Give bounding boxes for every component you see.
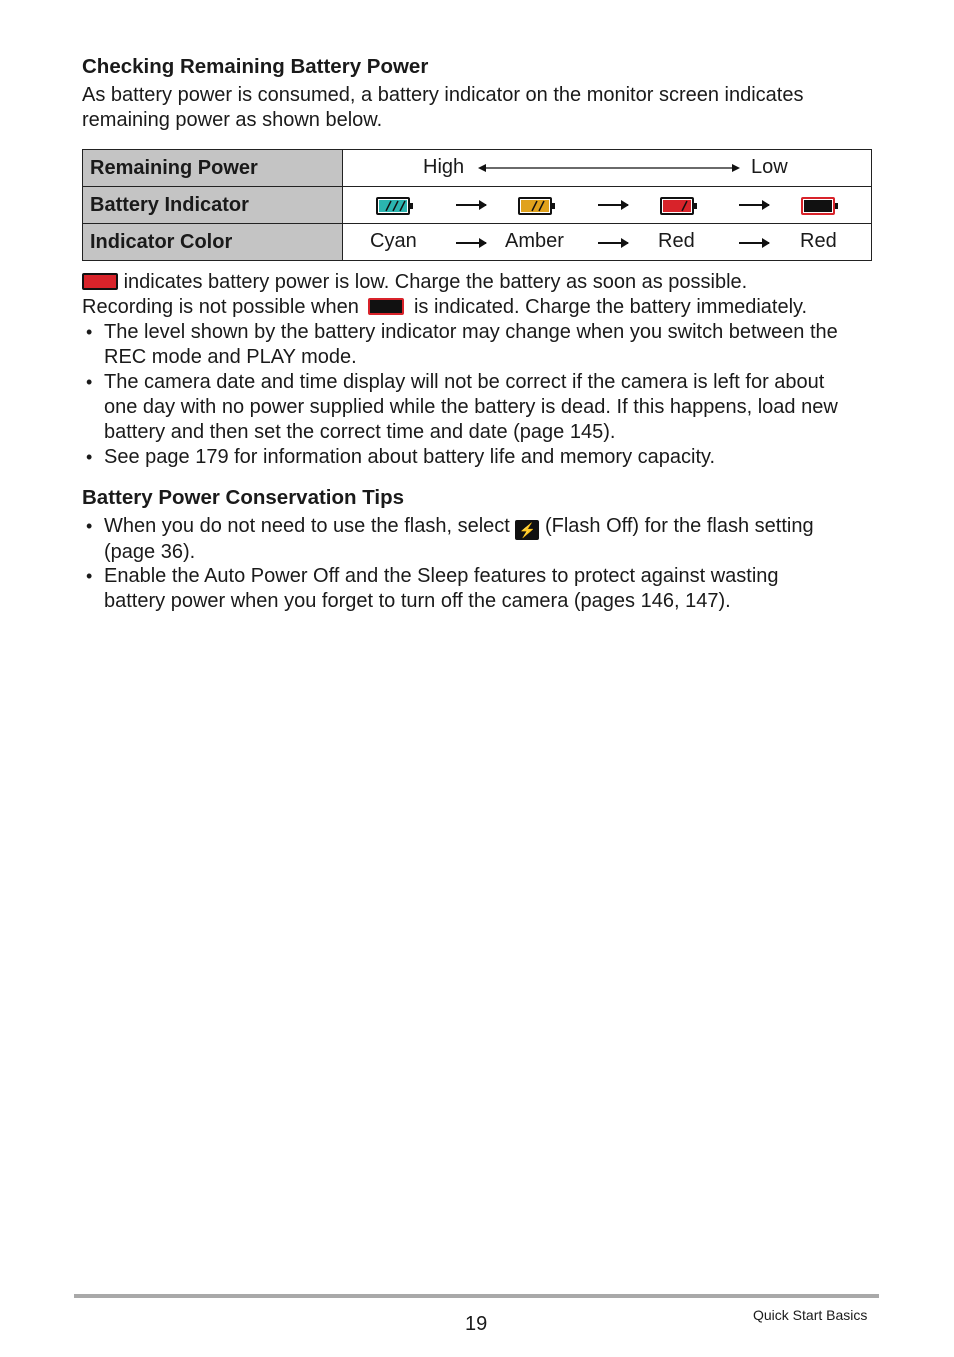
battery-empty-fill [803,199,833,213]
indicator-color-sequence [343,224,872,261]
color-label-red-2: Red [800,230,837,252]
arrow-right-icon [456,242,486,244]
intro-line-1: As battery power is consumed, a battery indicator on the monitor screen indicates [82,84,804,106]
recording-note [82,295,807,320]
low-battery-note [82,270,747,295]
battery-indicator-sequence [343,187,872,224]
bullet-1-line-2: REC mode and PLAY mode. [104,346,357,368]
battery-full-fill [378,199,408,213]
battery-full-icon [376,197,410,215]
bullet-marker: • [86,322,93,342]
battery-medium-fill [520,199,550,213]
battery-low-fill [662,199,692,213]
tip-item-2 [104,564,779,614]
table-row-battery-indicator [83,187,872,224]
bullet-marker: • [86,372,93,392]
bullet-marker: • [86,516,93,536]
arrow-right-icon [598,242,628,244]
color-label-red-1: Red [658,230,695,252]
footer-section-label: Quick Start Basics [753,1307,868,1323]
battery-table [82,149,872,261]
battery-empty-icon [801,197,835,215]
footer-rule [74,1294,879,1298]
bullet-marker: • [86,566,93,586]
high-low-double-arrow-icon [478,161,740,175]
bullet-marker: • [86,447,93,467]
color-label-amber: Amber [505,230,564,252]
battery-low-icon [660,197,694,215]
table-row-remaining-power [83,150,872,187]
color-label-cyan: Cyan [370,230,417,252]
tip-1-post: (Flash Off) for the flash setting [544,515,814,537]
bullet-item-2 [104,370,838,445]
arrow-right-icon [739,242,769,244]
bullet-1-line-1: The level shown by the battery indicator may change when you switch between the [104,321,838,343]
tip-item-1 [104,514,814,565]
bullet-2-line-3: battery and then set the correct time and date (page 145). [104,421,616,443]
low-label: Low [751,156,788,178]
tip-1-line-2: (page 36). [104,541,196,563]
battery-low-inline-icon [82,273,118,290]
intro-paragraph [82,83,803,133]
page-number: 19 [465,1313,488,1335]
intro-line-2: remaining power as shown below. [82,109,383,131]
low-battery-note-text: indicates battery power is low. Charge the battery as soon as possible. [123,271,748,293]
bullet-2-line-2: one day with no power supplied while the battery is dead. If this happens, load new [104,396,838,418]
section-title-conservation-tips: Battery Power Conservation Tips [82,486,405,509]
arrow-right-icon [598,204,628,206]
tip-1-line-1 [104,514,814,540]
bullet-2-line-1: The camera date and time display will not be correct if the camera is left for about [104,371,825,393]
battery-medium-icon [518,197,552,215]
recording-note-pre: Recording is not possible when [82,296,359,318]
remaining-power-scale [343,150,872,187]
bullet-3-line-1: See page 179 for information about battery life and memory capacity. [104,446,716,468]
bullet-item-1 [104,320,838,370]
tip-1-pre: When you do not need to use the flash, select [104,515,510,537]
flash-off-icon: ⚡ [515,520,539,540]
row-header-indicator-color: Indicator Color [83,224,343,261]
table-row-indicator-color [83,224,872,261]
arrow-right-icon [456,204,486,206]
high-label: High [423,156,465,178]
battery-empty-inline-icon [368,298,404,315]
row-header-remaining-power: Remaining Power [83,150,343,187]
section-title-checking-battery: Checking Remaining Battery Power [82,55,429,78]
row-header-battery-indicator: Battery Indicator [83,187,343,224]
tip-2-line-1: Enable the Auto Power Off and the Sleep features to protect against wasting [104,565,779,587]
recording-note-post: is indicated. Charge the battery immediately. [413,296,808,318]
tip-2-line-2: battery power when you forget to turn off the camera (pages 146, 147). [104,590,731,612]
arrow-right-icon [739,204,769,206]
bullet-item-3 [104,445,715,470]
